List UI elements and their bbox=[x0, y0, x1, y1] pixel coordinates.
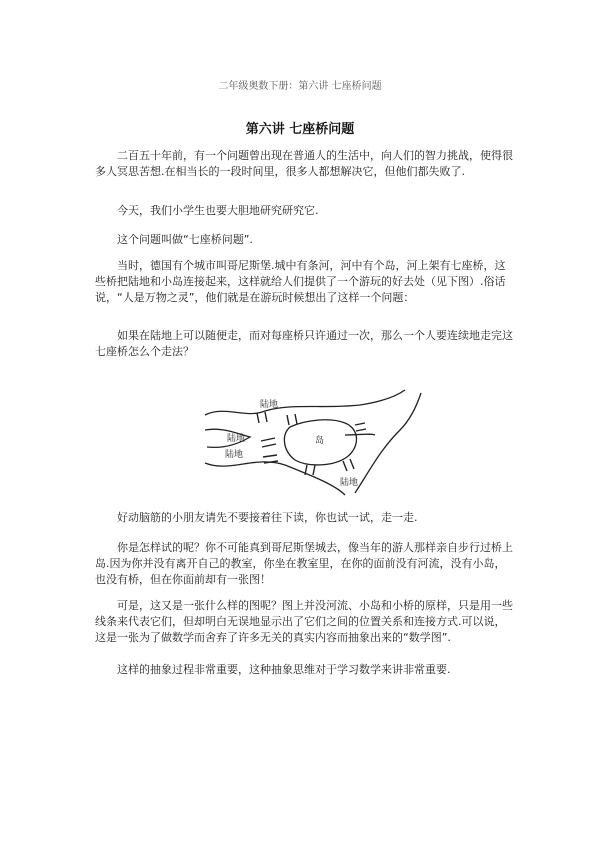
bridge-2 bbox=[287, 414, 297, 425]
bridge-6 bbox=[355, 423, 366, 431]
paragraph-5: 如果在陆地上可以随便走，而对每座桥只许通过一次，那么一个人要连续地走完这七座桥怎么个走法？ bbox=[95, 329, 513, 358]
lower-riverbank bbox=[205, 462, 345, 495]
bridge-7 bbox=[343, 459, 354, 471]
paragraph-8: 可是，这又是一张什么样的图呢？图上并没河流、小岛和小桥的原样，只是用一些线条来代表它们，但却明白无误地显示出了它们之间的位置关系和连接方式.可以说，这是一张为了做数学而舍弃了许多无关的真实内容而抽象出来的“数学图”. bbox=[95, 599, 513, 644]
paragraph-4: 当时，德国有个城市叫哥尼斯堡.城中有条河，河中有个岛，河上架有七座桥，这些桥把陆地和小岛连接起来，这样就给人们提供了一个游玩的好去处（见下图）.俗话说，“人是万物之灵”，他们就是在游玩时候想出了这样一个问题： bbox=[95, 259, 506, 304]
land-label-left-lower: 陆地 bbox=[225, 450, 244, 460]
bridge-1 bbox=[257, 412, 267, 423]
page-header: 二年级奥数下册：第六讲 七座桥问题 bbox=[218, 81, 382, 92]
right-riverbank bbox=[355, 393, 421, 493]
right-land-connector bbox=[345, 434, 375, 435]
paragraph-1: 二百五十年前，有一个问题曾出现在普通人的生活中，向人们的智力挑战，使得很多人冥思苦想.在相当长的一段时间里，很多人都想解决它，但他们都失败了. bbox=[95, 149, 513, 178]
paragraph-9: 这样的抽象过程非常重要，这种抽象思维对于学习数学来讲非常重要. bbox=[117, 663, 451, 676]
upper-riverbank bbox=[205, 390, 405, 415]
bridge-3 bbox=[261, 438, 276, 447]
paragraph-6: 好动脑筋的小朋友请先不要接着往下读，你也试一试，走一走. bbox=[117, 511, 418, 524]
paragraph-2: 今天，我们小学生也要大胆地研究研究它. bbox=[117, 204, 319, 217]
paragraph-7: 你是怎样试的呢？你不可能真到哥尼斯堡城去，像当年的游人那样亲自步行过桥上岛.因为你并没有离开自己的教室，你坐在教室里，在你的面前没有河流，没有小岛，也没有桥，但在你面前却有一张图！ bbox=[95, 541, 513, 586]
land-label-bottom: 陆地 bbox=[340, 478, 359, 488]
lesson-title: 第六讲 七座桥问题 bbox=[245, 122, 355, 137]
island-label: 岛 bbox=[315, 436, 325, 446]
seven-bridges-figure bbox=[195, 385, 425, 500]
land-label-left-upper: 陆地 bbox=[227, 434, 246, 444]
paragraph-3: 这个问题叫做“七座桥问题”. bbox=[117, 233, 253, 246]
land-label-top: 陆地 bbox=[260, 400, 279, 410]
